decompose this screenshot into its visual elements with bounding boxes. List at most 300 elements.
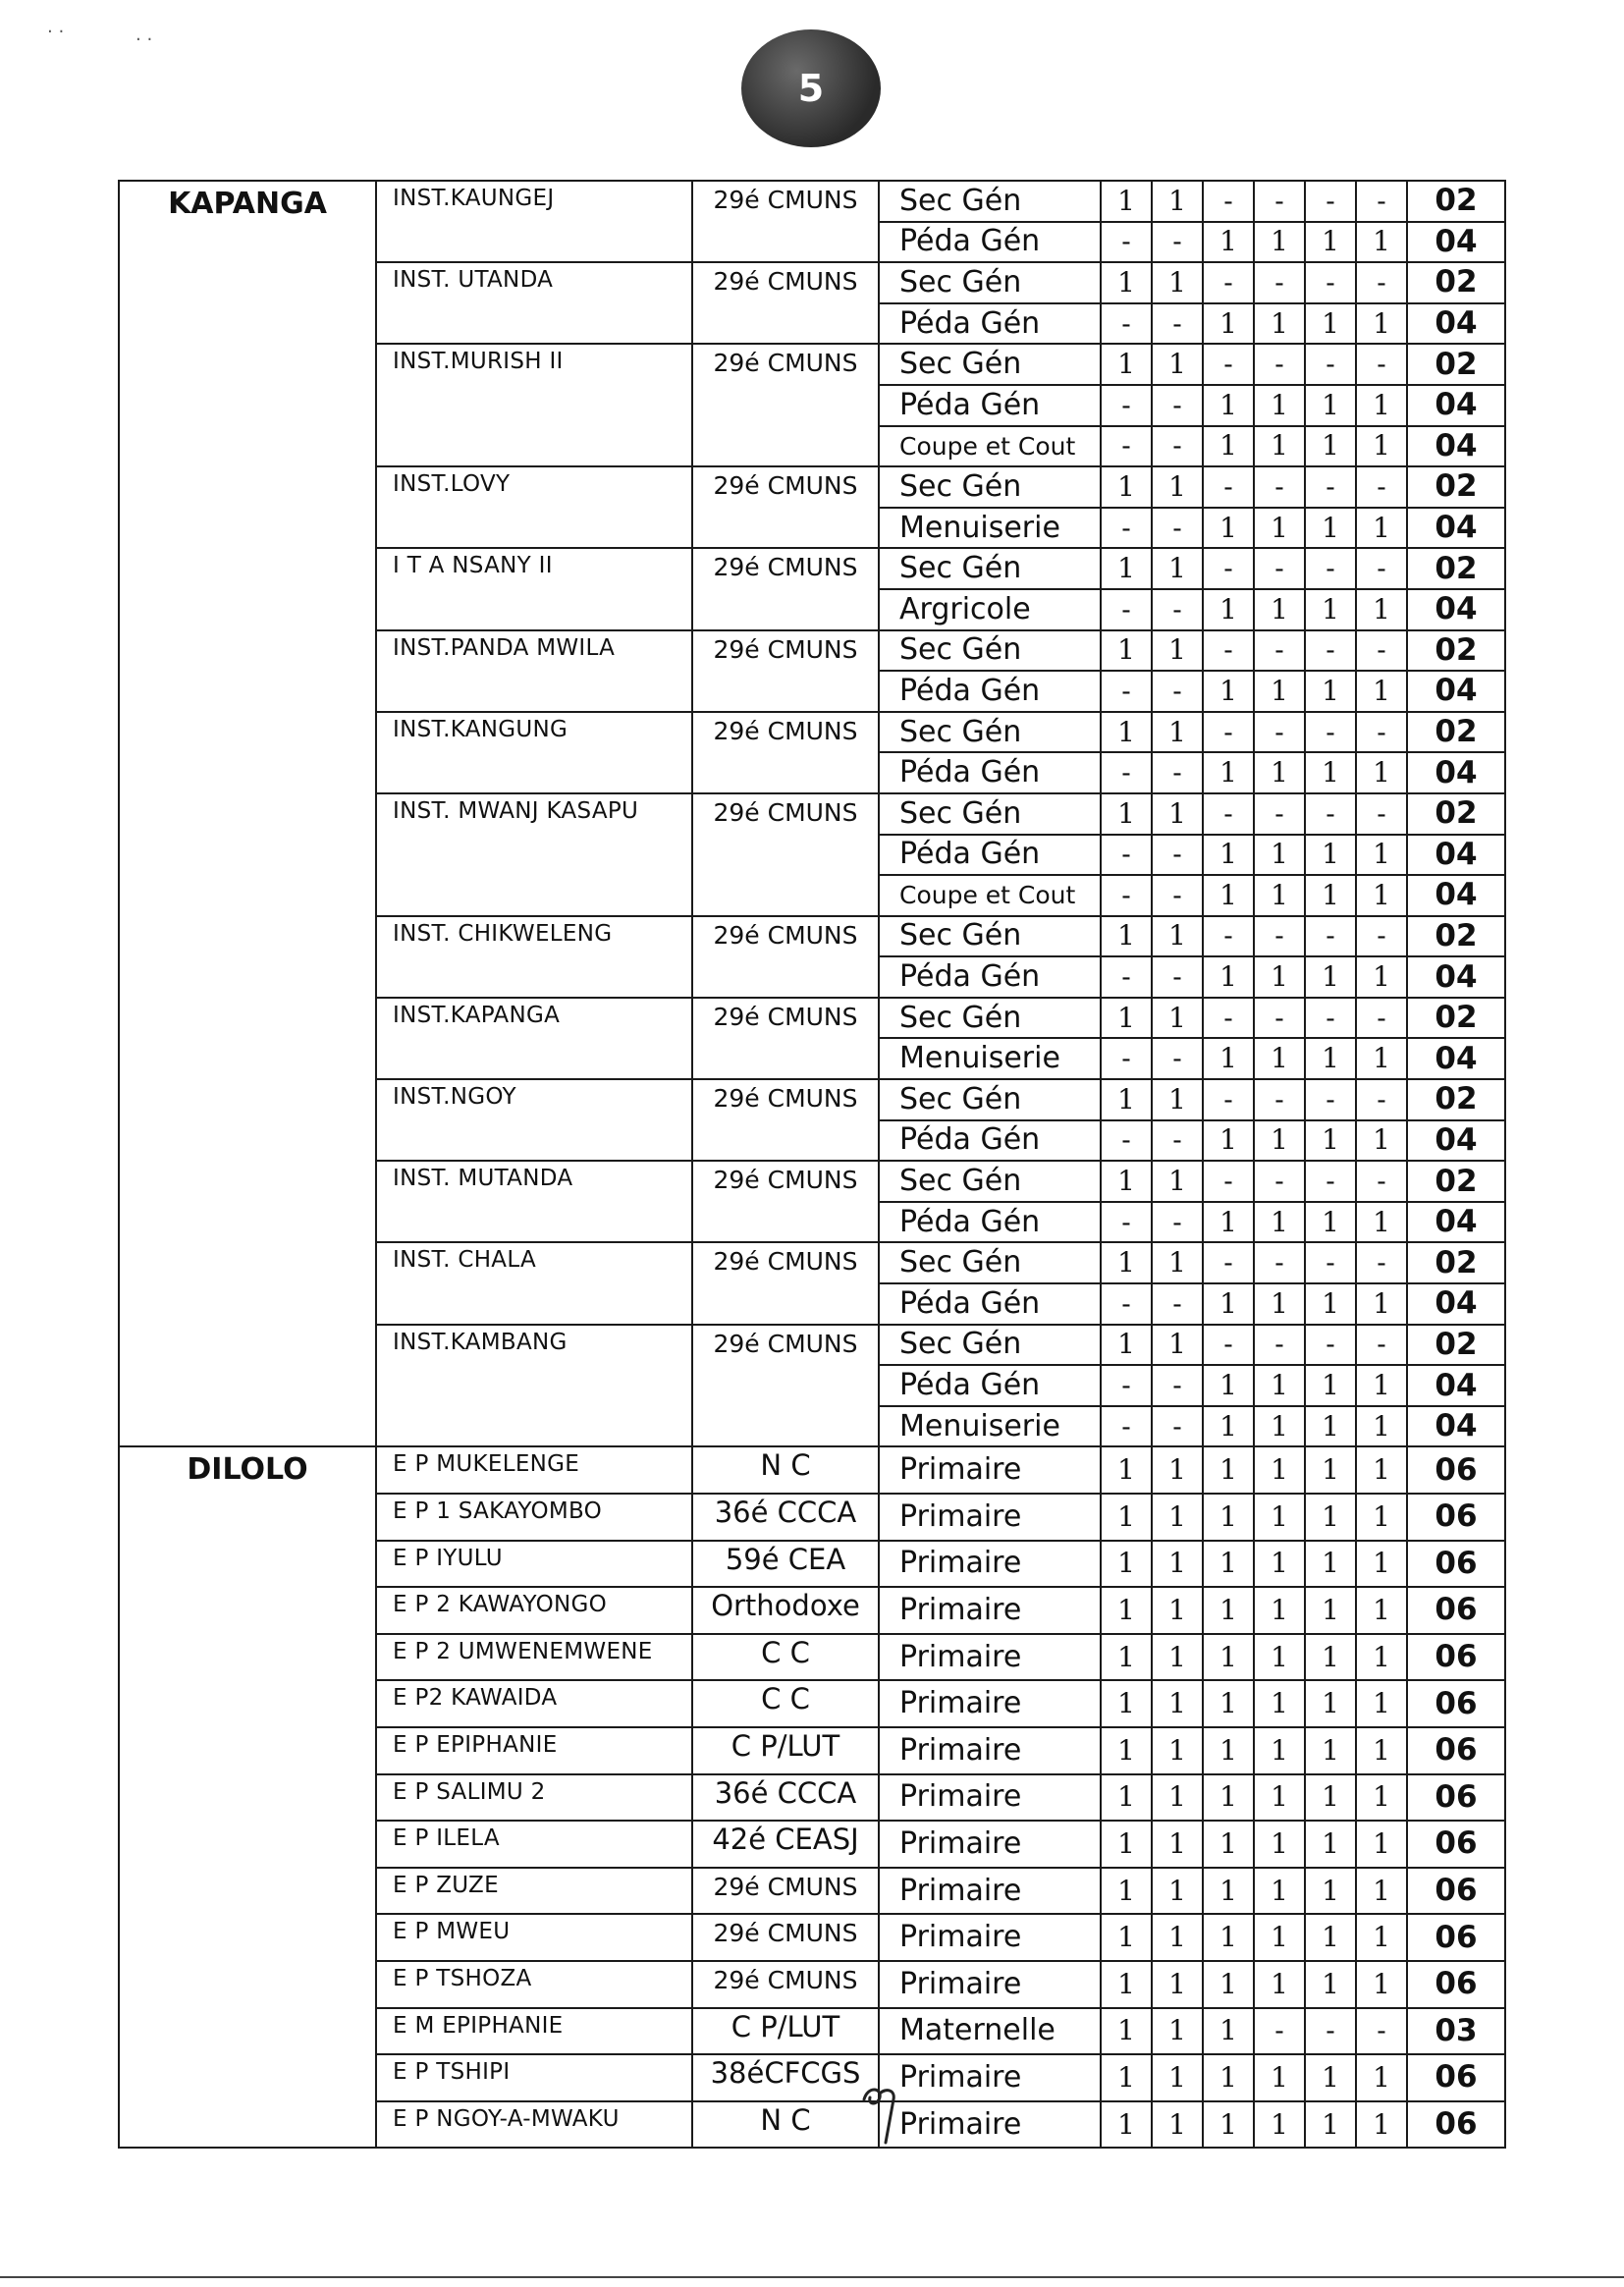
class-count-cell: 1: [1254, 1494, 1305, 1541]
class-count-cell: 1: [1101, 344, 1152, 385]
class-count-cell: 1: [1203, 1038, 1254, 1079]
class-count-cell: 1: [1305, 426, 1356, 467]
class-count-cell: 1: [1305, 1868, 1356, 1915]
class-count-cell: -: [1203, 712, 1254, 753]
class-count-cell: -: [1101, 1120, 1152, 1162]
school-name: E P IYULU: [376, 1541, 692, 1588]
class-count-cell: 1: [1203, 589, 1254, 630]
class-count-cell: -: [1254, 793, 1305, 835]
class-count-cell: -: [1152, 589, 1203, 630]
class-count-cell: 1: [1203, 1868, 1254, 1915]
class-count-cell: 1: [1254, 1038, 1305, 1079]
class-count-cell: 1: [1152, 1634, 1203, 1681]
convention-cell: N C: [692, 1446, 879, 1494]
section-cell: Péda Gén: [879, 671, 1101, 712]
class-count-cell: 1: [1203, 508, 1254, 549]
class-count-cell: 1: [1101, 1161, 1152, 1202]
total-cell: 02: [1407, 1325, 1505, 1366]
class-count-cell: 1: [1356, 589, 1407, 630]
class-count-cell: 1: [1101, 1325, 1152, 1366]
class-count-cell: 1: [1356, 752, 1407, 793]
class-count-cell: 1: [1254, 2101, 1305, 2149]
school-name: E P MUKELENGE: [376, 1446, 692, 1494]
class-count-cell: 1: [1101, 466, 1152, 508]
class-count-cell: 1: [1152, 916, 1203, 957]
school-name: INST. UTANDA: [376, 262, 692, 344]
class-count-cell: 1: [1203, 875, 1254, 916]
class-count-cell: 1: [1305, 1494, 1356, 1541]
section-cell: Sec Gén: [879, 1079, 1101, 1120]
class-count-cell: 1: [1254, 1283, 1305, 1325]
class-count-cell: 1: [1356, 671, 1407, 712]
total-cell: 04: [1407, 1406, 1505, 1447]
class-count-cell: 1: [1203, 1541, 1254, 1588]
class-count-cell: 1: [1203, 1202, 1254, 1243]
section-cell: Péda Gén: [879, 835, 1101, 876]
class-count-cell: 1: [1101, 262, 1152, 303]
school-name: E P ILELA: [376, 1821, 692, 1868]
class-count-cell: 1: [1305, 222, 1356, 263]
class-count-cell: -: [1356, 548, 1407, 589]
school-name: INST.NGOY: [376, 1079, 692, 1161]
class-count-cell: 1: [1356, 1774, 1407, 1822]
class-count-cell: -: [1152, 426, 1203, 467]
class-count-cell: 1: [1203, 1446, 1254, 1494]
class-count-cell: 1: [1356, 1494, 1407, 1541]
school-name: INST.MURISH II: [376, 344, 692, 466]
class-count-cell: 1: [1152, 262, 1203, 303]
section-cell: Sec Gén: [879, 916, 1101, 957]
convention-cell: 38éCFCGS: [692, 2054, 879, 2101]
convention-cell: 29é CMUNS: [692, 1161, 879, 1242]
convention-cell: 29é CMUNS: [692, 998, 879, 1079]
class-count-cell: 1: [1101, 998, 1152, 1039]
class-count-cell: -: [1101, 1365, 1152, 1406]
class-count-cell: 1: [1203, 671, 1254, 712]
total-cell: 04: [1407, 508, 1505, 549]
class-count-cell: 1: [1152, 1868, 1203, 1915]
total-cell: 02: [1407, 344, 1505, 385]
class-count-cell: 1: [1152, 466, 1203, 508]
class-count-cell: 1: [1356, 2054, 1407, 2101]
section-cell: Sec Gén: [879, 181, 1101, 222]
class-count-cell: -: [1254, 2008, 1305, 2055]
class-count-cell: -: [1152, 752, 1203, 793]
class-count-cell: 1: [1101, 1821, 1152, 1868]
class-count-cell: 1: [1101, 712, 1152, 753]
total-cell: 02: [1407, 793, 1505, 835]
section-cell: Sec Gén: [879, 1161, 1101, 1202]
convention-cell: 29é CMUNS: [692, 1868, 879, 1915]
class-count-cell: -: [1356, 630, 1407, 672]
class-count-cell: 1: [1152, 1914, 1203, 1961]
class-count-cell: -: [1152, 1038, 1203, 1079]
class-count-cell: 1: [1356, 508, 1407, 549]
total-cell: 04: [1407, 956, 1505, 998]
class-count-cell: 1: [1254, 1868, 1305, 1915]
class-count-cell: 1: [1152, 630, 1203, 672]
class-count-cell: 1: [1101, 1727, 1152, 1774]
section-cell: Péda Gén: [879, 303, 1101, 345]
class-count-cell: 1: [1152, 1774, 1203, 1822]
class-count-cell: -: [1101, 671, 1152, 712]
class-count-cell: 1: [1305, 1727, 1356, 1774]
class-count-cell: 1: [1101, 1494, 1152, 1541]
section-cell: Primaire: [879, 1446, 1101, 1494]
class-count-cell: 1: [1101, 1587, 1152, 1634]
class-count-cell: -: [1101, 508, 1152, 549]
convention-cell: 29é CMUNS: [692, 1242, 879, 1324]
class-count-cell: 1: [1152, 1961, 1203, 2008]
total-cell: 06: [1407, 1727, 1505, 1774]
school-name: E P 2 UMWENEMWENE: [376, 1634, 692, 1681]
school-name: E P EPIPHANIE: [376, 1727, 692, 1774]
class-count-cell: 1: [1254, 1365, 1305, 1406]
class-count-cell: 1: [1101, 2101, 1152, 2149]
convention-cell: C C: [692, 1634, 879, 1681]
class-count-cell: 1: [1203, 1120, 1254, 1162]
class-count-cell: 1: [1254, 508, 1305, 549]
class-count-cell: 1: [1152, 998, 1203, 1039]
class-count-cell: -: [1203, 548, 1254, 589]
handwritten-mark: [856, 2080, 905, 2147]
class-count-cell: 1: [1356, 385, 1407, 426]
school-name: E P ZUZE: [376, 1868, 692, 1915]
total-cell: 02: [1407, 998, 1505, 1039]
total-cell: 02: [1407, 548, 1505, 589]
class-count-cell: -: [1356, 998, 1407, 1039]
school-name: E P NGOY-A-MWAKU: [376, 2101, 692, 2149]
class-count-cell: 1: [1203, 1587, 1254, 1634]
section-cell: Primaire: [879, 2054, 1101, 2101]
section-cell: Péda Gén: [879, 752, 1101, 793]
class-count-cell: 1: [1356, 1680, 1407, 1727]
class-count-cell: 1: [1152, 1079, 1203, 1120]
class-count-cell: 1: [1356, 1202, 1407, 1243]
section-cell: Primaire: [879, 1868, 1101, 1915]
class-count-cell: 1: [1152, 712, 1203, 753]
class-count-cell: 1: [1305, 1680, 1356, 1727]
class-count-cell: 1: [1152, 1161, 1203, 1202]
class-count-cell: -: [1203, 262, 1254, 303]
class-count-cell: 1: [1203, 956, 1254, 998]
section-cell: Péda Gén: [879, 1120, 1101, 1162]
class-count-cell: -: [1101, 875, 1152, 916]
class-count-cell: 1: [1203, 426, 1254, 467]
section-cell: Menuiserie: [879, 1038, 1101, 1079]
section-cell: Péda Gén: [879, 1365, 1101, 1406]
class-count-cell: -: [1305, 262, 1356, 303]
class-count-cell: 1: [1203, 1727, 1254, 1774]
class-count-cell: 1: [1356, 1914, 1407, 1961]
class-count-cell: 1: [1305, 1202, 1356, 1243]
class-count-cell: 1: [1356, 1283, 1407, 1325]
class-count-cell: 1: [1356, 1038, 1407, 1079]
class-count-cell: -: [1152, 303, 1203, 345]
class-count-cell: -: [1203, 181, 1254, 222]
school-name: INST.KAUNGEJ: [376, 181, 692, 262]
total-cell: 02: [1407, 1079, 1505, 1120]
class-count-cell: -: [1356, 916, 1407, 957]
class-count-cell: -: [1203, 793, 1254, 835]
class-count-cell: -: [1101, 752, 1152, 793]
class-count-cell: -: [1203, 1079, 1254, 1120]
class-count-cell: -: [1305, 630, 1356, 672]
section-cell: Sec Gén: [879, 1242, 1101, 1283]
page-number-badge: [741, 29, 881, 147]
total-cell: 04: [1407, 835, 1505, 876]
class-count-cell: 1: [1203, 752, 1254, 793]
class-count-cell: 1: [1203, 1680, 1254, 1727]
class-count-cell: -: [1254, 466, 1305, 508]
class-count-cell: -: [1305, 344, 1356, 385]
class-count-cell: 1: [1305, 1406, 1356, 1447]
class-count-cell: 1: [1152, 1680, 1203, 1727]
class-count-cell: -: [1101, 589, 1152, 630]
total-cell: 06: [1407, 1821, 1505, 1868]
class-count-cell: 1: [1203, 385, 1254, 426]
class-count-cell: 1: [1356, 875, 1407, 916]
section-cell: Sec Gén: [879, 548, 1101, 589]
school-name: INST. MUTANDA: [376, 1161, 692, 1242]
class-count-cell: 1: [1254, 1634, 1305, 1681]
class-count-cell: -: [1305, 181, 1356, 222]
total-cell: 04: [1407, 589, 1505, 630]
section-cell: Primaire: [879, 1587, 1101, 1634]
class-count-cell: -: [1356, 1079, 1407, 1120]
section-cell: Sec Gén: [879, 630, 1101, 672]
total-cell: 04: [1407, 1365, 1505, 1406]
total-cell: 02: [1407, 916, 1505, 957]
class-count-cell: 1: [1305, 1365, 1356, 1406]
total-cell: 06: [1407, 1634, 1505, 1681]
class-count-cell: 1: [1356, 1634, 1407, 1681]
section-cell: Argricole: [879, 589, 1101, 630]
convention-cell: 36é CCCA: [692, 1774, 879, 1822]
section-cell: Primaire: [879, 1541, 1101, 1588]
class-count-cell: 1: [1305, 875, 1356, 916]
class-count-cell: -: [1305, 466, 1356, 508]
class-count-cell: 1: [1356, 1961, 1407, 2008]
convention-cell: C C: [692, 1680, 879, 1727]
class-count-cell: -: [1356, 1242, 1407, 1283]
convention-cell: 59é CEA: [692, 1541, 879, 1588]
class-count-cell: -: [1152, 222, 1203, 263]
total-cell: 06: [1407, 1914, 1505, 1961]
class-count-cell: -: [1203, 344, 1254, 385]
class-count-cell: 1: [1356, 1868, 1407, 1915]
section-cell: Sec Gén: [879, 1325, 1101, 1366]
class-count-cell: -: [1203, 916, 1254, 957]
class-count-cell: 1: [1254, 385, 1305, 426]
convention-cell: Orthodoxe: [692, 1587, 879, 1634]
class-count-cell: 1: [1356, 1446, 1407, 1494]
class-count-cell: -: [1356, 2008, 1407, 2055]
total-cell: 04: [1407, 222, 1505, 263]
class-count-cell: 1: [1254, 2054, 1305, 2101]
class-count-cell: 1: [1305, 1541, 1356, 1588]
class-count-cell: 1: [1152, 1821, 1203, 1868]
convention-cell: 29é CMUNS: [692, 181, 879, 262]
class-count-cell: 1: [1305, 385, 1356, 426]
class-count-cell: 1: [1254, 1727, 1305, 1774]
total-cell: 06: [1407, 2054, 1505, 2101]
class-count-cell: 1: [1203, 222, 1254, 263]
class-count-cell: 1: [1101, 1446, 1152, 1494]
section-cell: Menuiserie: [879, 508, 1101, 549]
class-count-cell: -: [1101, 956, 1152, 998]
class-count-cell: -: [1356, 1161, 1407, 1202]
section-cell: Menuiserie: [879, 1406, 1101, 1447]
school-name: E M EPIPHANIE: [376, 2008, 692, 2055]
section-cell: Péda Gén: [879, 1283, 1101, 1325]
class-count-cell: 1: [1101, 1079, 1152, 1120]
class-count-cell: -: [1152, 508, 1203, 549]
convention-cell: 29é CMUNS: [692, 1961, 879, 2008]
class-count-cell: -: [1305, 793, 1356, 835]
convention-cell: 29é CMUNS: [692, 548, 879, 629]
total-cell: 04: [1407, 1038, 1505, 1079]
class-count-cell: 1: [1101, 1680, 1152, 1727]
convention-cell: C P/LUT: [692, 2008, 879, 2055]
class-count-cell: -: [1101, 1202, 1152, 1243]
class-count-cell: 1: [1305, 671, 1356, 712]
class-count-cell: 1: [1101, 1774, 1152, 1822]
class-count-cell: -: [1305, 1161, 1356, 1202]
total-cell: 04: [1407, 1202, 1505, 1243]
class-count-cell: -: [1101, 426, 1152, 467]
class-count-cell: 1: [1356, 1120, 1407, 1162]
section-cell: Primaire: [879, 1914, 1101, 1961]
class-count-cell: -: [1254, 1242, 1305, 1283]
class-count-cell: 1: [1152, 2101, 1203, 2149]
class-count-cell: -: [1203, 466, 1254, 508]
class-count-cell: -: [1254, 630, 1305, 672]
class-count-cell: 1: [1101, 1868, 1152, 1915]
total-cell: 02: [1407, 1161, 1505, 1202]
section-cell: Sec Gén: [879, 712, 1101, 753]
class-count-cell: -: [1356, 712, 1407, 753]
section-cell: Maternelle: [879, 2008, 1101, 2055]
class-count-cell: -: [1203, 630, 1254, 672]
section-cell: Sec Gén: [879, 793, 1101, 835]
class-count-cell: -: [1254, 548, 1305, 589]
class-count-cell: 1: [1254, 303, 1305, 345]
class-count-cell: -: [1356, 181, 1407, 222]
section-cell: Primaire: [879, 1634, 1101, 1681]
class-count-cell: 1: [1254, 956, 1305, 998]
convention-cell: 42é CEASJ: [692, 1821, 879, 1868]
convention-cell: 29é CMUNS: [692, 344, 879, 466]
class-count-cell: -: [1254, 916, 1305, 957]
class-count-cell: 1: [1152, 1727, 1203, 1774]
class-count-cell: 1: [1356, 2101, 1407, 2149]
class-count-cell: 1: [1101, 181, 1152, 222]
total-cell: 06: [1407, 1494, 1505, 1541]
total-cell: 04: [1407, 875, 1505, 916]
class-count-cell: 1: [1203, 1494, 1254, 1541]
class-count-cell: 1: [1305, 1634, 1356, 1681]
total-cell: 04: [1407, 385, 1505, 426]
class-count-cell: 1: [1101, 2008, 1152, 2055]
school-name: INST. CHIKWELENG: [376, 916, 692, 998]
total-cell: 03: [1407, 2008, 1505, 2055]
section-cell: Primaire: [879, 1680, 1101, 1727]
total-cell: 06: [1407, 1961, 1505, 2008]
class-count-cell: 1: [1254, 1961, 1305, 2008]
school-name: INST. CHALA: [376, 1242, 692, 1324]
class-count-cell: 1: [1254, 222, 1305, 263]
class-count-cell: 1: [1254, 835, 1305, 876]
class-count-cell: 1: [1254, 752, 1305, 793]
section-cell: Primaire: [879, 1821, 1101, 1868]
class-count-cell: -: [1254, 998, 1305, 1039]
table-row: [119, 1446, 1505, 1494]
class-count-cell: -: [1152, 1202, 1203, 1243]
school-name: E P 2 KAWAYONGO: [376, 1587, 692, 1634]
convention-cell: 29é CMUNS: [692, 630, 879, 712]
class-count-cell: -: [1254, 712, 1305, 753]
school-name: E P SALIMU 2: [376, 1774, 692, 1822]
section-cell: Péda Gén: [879, 1202, 1101, 1243]
class-count-cell: -: [1203, 1242, 1254, 1283]
school-name: E P TSHOZA: [376, 1961, 692, 2008]
section-cell: Péda Gén: [879, 222, 1101, 263]
class-count-cell: 1: [1101, 1541, 1152, 1588]
convention-cell: 29é CMUNS: [692, 466, 879, 548]
class-count-cell: 1: [1305, 1821, 1356, 1868]
class-count-cell: 1: [1305, 2101, 1356, 2149]
class-count-cell: 1: [1101, 916, 1152, 957]
class-count-cell: 1: [1305, 1446, 1356, 1494]
section-cell: Péda Gén: [879, 385, 1101, 426]
class-count-cell: 1: [1152, 793, 1203, 835]
class-count-cell: -: [1152, 1406, 1203, 1447]
total-cell: 04: [1407, 1120, 1505, 1162]
class-count-cell: 1: [1152, 344, 1203, 385]
total-cell: 06: [1407, 2101, 1505, 2149]
school-name: E P 1 SAKAYOMBO: [376, 1494, 692, 1541]
class-count-cell: -: [1101, 835, 1152, 876]
class-count-cell: -: [1356, 466, 1407, 508]
class-count-cell: 1: [1254, 1541, 1305, 1588]
class-count-cell: -: [1152, 835, 1203, 876]
class-count-cell: 1: [1203, 2101, 1254, 2149]
class-count-cell: -: [1152, 1365, 1203, 1406]
convention-cell: 29é CMUNS: [692, 712, 879, 793]
class-count-cell: -: [1305, 712, 1356, 753]
total-cell: 02: [1407, 262, 1505, 303]
school-name: I T A NSANY II: [376, 548, 692, 629]
school-name: INST.KANGUNG: [376, 712, 692, 793]
class-count-cell: -: [1254, 1325, 1305, 1366]
class-count-cell: -: [1305, 998, 1356, 1039]
class-count-cell: -: [1356, 1325, 1407, 1366]
class-count-cell: -: [1101, 222, 1152, 263]
class-count-cell: 1: [1305, 835, 1356, 876]
convention-cell: 29é CMUNS: [692, 1079, 879, 1161]
scan-speck: ⋅ ⋅: [47, 22, 65, 42]
class-count-cell: -: [1254, 262, 1305, 303]
class-count-cell: -: [1203, 998, 1254, 1039]
class-count-cell: -: [1254, 1079, 1305, 1120]
class-count-cell: 1: [1305, 1120, 1356, 1162]
class-count-cell: 1: [1203, 1774, 1254, 1822]
total-cell: 06: [1407, 1868, 1505, 1915]
class-count-cell: 1: [1101, 1634, 1152, 1681]
class-count-cell: 1: [1356, 222, 1407, 263]
class-count-cell: 1: [1305, 1774, 1356, 1822]
